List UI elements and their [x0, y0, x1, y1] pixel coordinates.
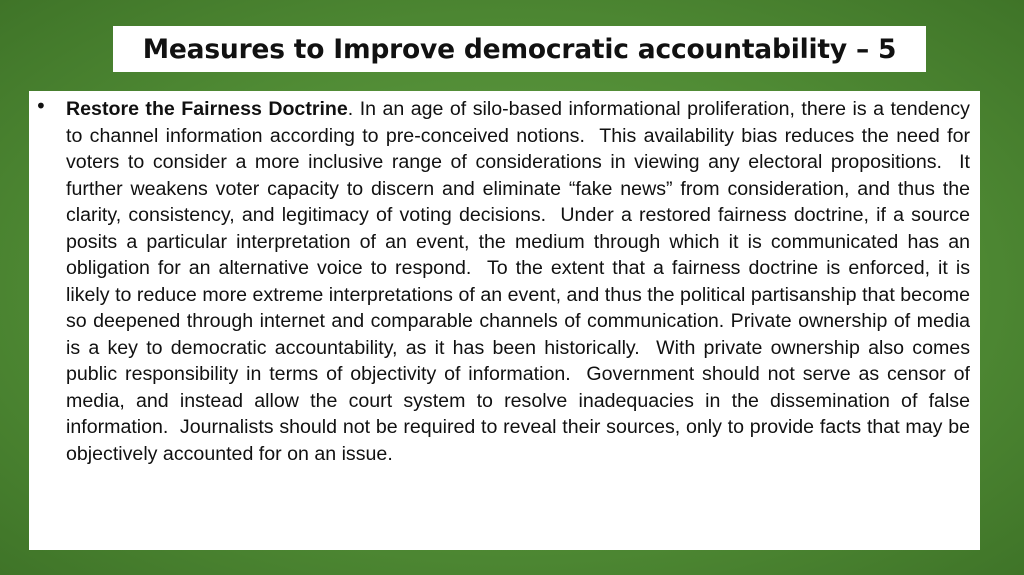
title-box — [113, 26, 926, 72]
bullet-paragraph — [66, 96, 976, 467]
bullet-body: . In an age of silo-based informational proliferation, there is a tendency to channel information according to pre-conceived notions. This availability bias reduces the need for voters to consider a more inclusive range of considerations in viewing any electoral propositions. It further weakens voter capacity to discern and eliminate “fake news” from consideration, and thus the clarity, consistency, and legitimacy of voting decisions. Under a restored fairness doctrine, if a source posits a particular interpretation of an event, the medium through which it is communicated has an obligation for an alternative voice to respond. To the extent that a fairness doctrine is enforced, it is likely to reduce more extreme interpretations of an event, and thus the political partisanship that become so deepened through internet and comparable channels of communication. Private ownership of media is a key to democratic accountability, as it has been historically. With private ownership also comes public responsibility in terms of objectivity of information. Government should not serve as censor of media, and instead allow the court system to resolve inadequacies in the dissemination of false information. Journalists should not be required to reveal their sources, only to provide facts that may be objectively accounted for on an issue. — [66, 98, 976, 465]
slide-title: Measures to Improve democratic accountability – 5 — [142, 33, 897, 65]
bullet-lead: Restore the Fairness Doctrine — [66, 98, 348, 120]
content-panel — [29, 91, 980, 550]
bullet-marker: • — [35, 94, 47, 118]
